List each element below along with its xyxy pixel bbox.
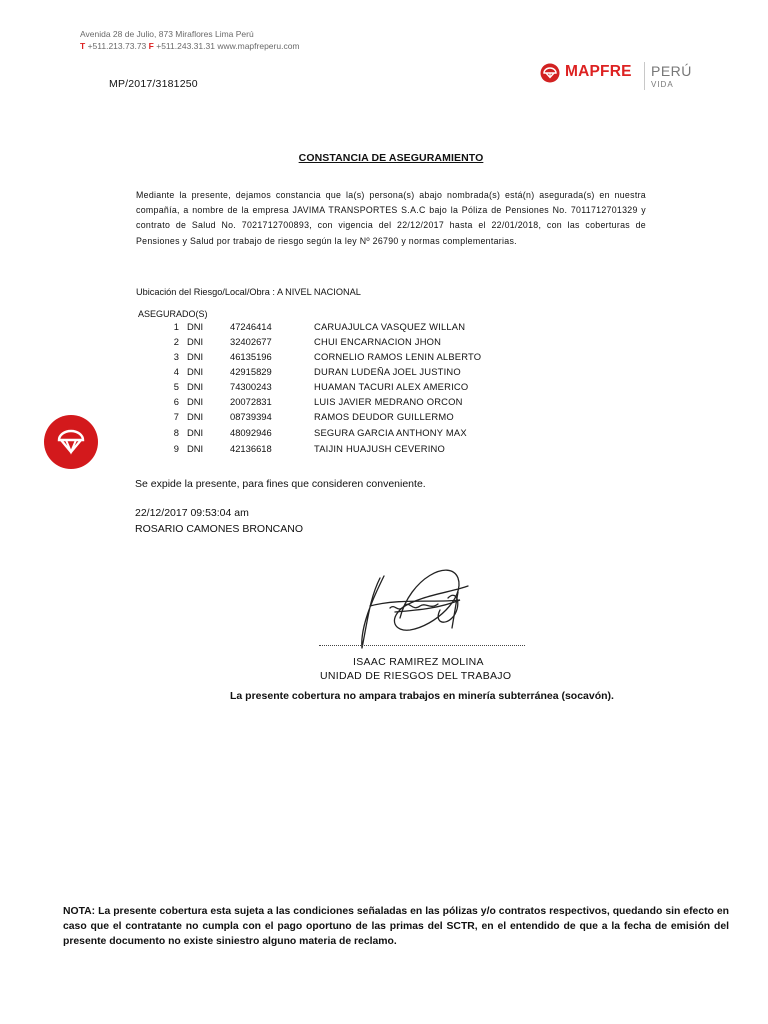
signature-line	[319, 645, 525, 646]
issuer-name: ROSARIO CAMONES BRONCANO	[135, 523, 304, 535]
table-row	[0, 336, 500, 351]
insured-name: DURAN LUDEÑA JOEL JUSTINO	[314, 366, 461, 377]
mapfre-badge-icon	[44, 415, 98, 469]
closing-text: Se expide la presente, para fines que consideren conveniente.	[135, 478, 426, 490]
doc-type: DNI	[187, 321, 204, 332]
insured-name: CORNELIO RAMOS LENIN ALBERTO	[314, 351, 482, 362]
row-number: 9	[173, 443, 179, 454]
insured-name: TAIJIN HUAJUSH CEVERINO	[314, 443, 446, 454]
document-reference: MP/2017/3181250	[109, 78, 198, 90]
doc-number: 42915829	[230, 366, 272, 377]
signatory-unit: UNIDAD DE RIESGOS DEL TRABAJO	[320, 670, 512, 682]
mapfre-emblem-icon	[540, 63, 560, 83]
doc-type: DNI	[187, 411, 204, 422]
table-row	[0, 351, 500, 366]
row-number: 2	[173, 336, 179, 347]
footer-note: NOTA: La presente cobertura esta sujeta a las condiciones señaladas en las pólizas y/o contratos respectivos, quedando sin efecto en caso que el contratante no cumpla con el pago oportuno de las primas del SCTR, en el entendido de que a la fecha de emisión del presente documento no existe siniestro alguno materia de reclamo.	[63, 906, 729, 947]
doc-type: DNI	[187, 336, 204, 347]
signature	[340, 548, 500, 658]
doc-number: 20072831	[230, 396, 272, 407]
table-row	[0, 396, 500, 411]
mapfre-logo	[538, 59, 692, 93]
insured-name: CHUI ENCARNACION JHON	[314, 336, 442, 347]
logo-country: PERÚ	[651, 63, 692, 79]
doc-number: 32402677	[230, 336, 272, 347]
row-number: 7	[173, 411, 179, 422]
phone-number: +511.213.73.73	[87, 41, 147, 51]
location-label: Ubicación del Riesgo/Local/Obra : A NIVEL NACIONAL	[136, 287, 361, 297]
doc-number: 42136618	[230, 443, 272, 454]
website: www.mapfreperu.com	[217, 41, 300, 51]
logo-divider	[644, 62, 645, 90]
row-number: 6	[173, 396, 179, 407]
table-row	[0, 366, 500, 381]
doc-number: 47246414	[230, 321, 272, 332]
doc-type: DNI	[187, 427, 204, 438]
insured-name: LUIS JAVIER MEDRANO ORCON	[314, 396, 463, 407]
row-number: 8	[173, 427, 179, 438]
logo-line: VIDA	[651, 80, 674, 89]
fax-number: +511.243.31.31	[156, 41, 215, 51]
row-number: 4	[173, 366, 179, 377]
header-address: Avenida 28 de Julio, 873 Miraflores Lima Perú	[80, 29, 254, 39]
header-contact	[80, 40, 300, 52]
doc-number: 46135196	[230, 351, 272, 362]
doc-type: DNI	[187, 351, 204, 362]
insured-name: RAMOS DEUDOR GUILLERMO	[314, 411, 454, 422]
logo-brand: MAPFRE	[565, 63, 632, 80]
document-title: CONSTANCIA DE ASEGURAMIENTO	[298, 152, 484, 164]
doc-type: DNI	[187, 381, 204, 392]
signatory-name: ISAAC RAMIREZ MOLINA	[353, 656, 484, 668]
fax-prefix: F	[148, 41, 154, 51]
mapfre-emblem-icon	[44, 415, 98, 469]
row-number: 3	[173, 351, 179, 362]
insured-heading: ASEGURADO(S)	[138, 309, 208, 319]
doc-number: 48092946	[230, 427, 272, 438]
doc-number: 08739394	[230, 411, 272, 422]
insured-name: CARUAJULCA VASQUEZ WILLAN	[314, 321, 466, 332]
table-row	[0, 381, 500, 396]
body-paragraph: Mediante la presente, dejamos constancia que la(s) persona(s) abajo nombrada(s) está(n) asegurada(s) en nuestra compañía, a nombre de la empresa JAVIMA TRANSPORTES S.A.C bajo la Póliza de Pensiones No. 7011712701329 y contrato de Salud No. 7021712700893, con vigencia del 22/12/2017 hasta el 22/01/2018, con las coberturas de Pensiones y Salud por trabajo de riesgo según la ley Nº 26790 y normas complementarias.	[136, 190, 646, 246]
row-number: 1	[173, 321, 179, 332]
doc-type: DNI	[187, 366, 204, 377]
insured-name: SEGURA GARCIA ANTHONY MAX	[314, 427, 467, 438]
doc-type: DNI	[187, 443, 204, 454]
doc-type: DNI	[187, 396, 204, 407]
row-number: 5	[173, 381, 179, 392]
issue-timestamp: 22/12/2017 09:53:04 am	[135, 507, 249, 519]
doc-number: 74300243	[230, 381, 272, 392]
coverage-notice: La presente cobertura no ampara trabajos en minería subterránea (socavón).	[230, 690, 614, 702]
insured-name: HUAMAN TACURI ALEX AMERICO	[314, 381, 469, 392]
table-row	[0, 321, 500, 336]
phone-prefix: T	[80, 41, 86, 51]
